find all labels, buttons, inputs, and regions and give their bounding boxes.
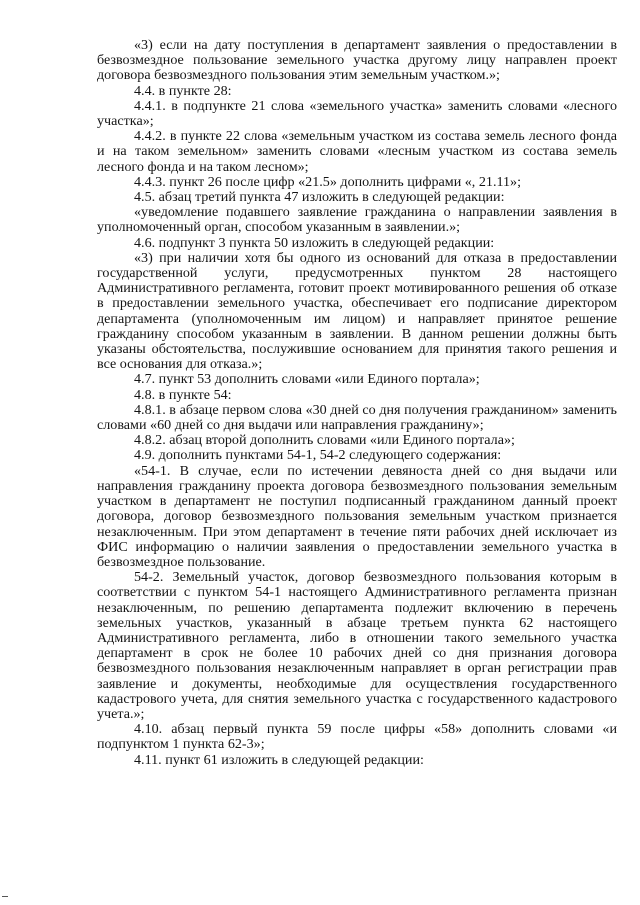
paragraph-notification-quote: «уведомление подавшего заявление гражданина о направлении заявления в уполномоченный орган, способом указанным в заявлении.»; (97, 204, 617, 236)
paragraph-refusal-quote: «3) при наличии хотя бы одного из оснований для отказа в предоставлении государственной услуги, предусмотренных пунктом 28 настоящего Административного регламента, готовит проект мотивированного решения об отказе в предоставлении земельного участка, обеспечивает его подписание директором департамента (уполномоченным им лицом) и направляет принятое решение гражданину способом указанным в заявлении. В данном решении должны быть указаны обстоятельства, послужившие основанием для принятия такого решения и все основания для отказа.»; (97, 249, 617, 373)
paragraph-4-4-3: 4.4.3. пункт 26 после цифр «21.5» дополнить цифрами «, 21.11»; (134, 173, 521, 190)
paragraph-4-8: 4.8. в пункте 54: (134, 386, 232, 403)
paragraph-54-2: 54-2. Земельный участок, договор безвозмездного пользования которым в соответствии с пунктом 54-1 настоящего Административного регламента признан незаключенным, по решению департамента подлежит включению в перечень земельных участков, указанный в абзаце третьем пункта 62 настоящего Административного регламента, либо в отношении такого земельного участка департамент в срок не более 10 рабочих дней со дня признания договора безвозмездного пользования незаключенным направляет в орган регистрации прав заявление и документы, необходимые для осуществления государственного кадастрового учета, для снятия земельного участка с государственного кадастрового учета.»; (97, 569, 617, 722)
paragraph-4-4-2: 4.4.2. в пункте 22 слова «земельным участком из состава земель лесного фонда и на таком земельном» заменить словами «лесным участком из состава земель лесного фонда и на таком лесном»; (97, 128, 617, 175)
paragraph-4-9: 4.9. дополнить пунктами 54-1, 54-2 следующего содержания: (134, 447, 502, 464)
paragraph-4-10: 4.10. абзац первый пункта 59 после цифры «58» дополнить словами «и подпунктом 1 пункта 62-3»; (97, 721, 617, 753)
paragraph-4-5: 4.5. абзац третий пункта 47 изложить в следующей редакции: (134, 189, 505, 206)
paragraph-4-8-1: 4.8.1. в абзаце первом слова «30 дней со дня получения гражданином» заменить словами «60 дней со дня выдачи или направления гражданину»; (97, 401, 617, 434)
paragraph-4-4: 4.4. в пункте 28: (134, 82, 232, 99)
paragraph-54-1: «54-1. В случае, если по истечении девяноста дней со дня выдачи или направления гражданину проекта договора безвозмездного пользования земельным участком в департамент не поступил подписанный гражданином данный проект договора, договор безвозмездного пользования земельным участком признается незаключенным. При этом департамент в течение пяти рабочих дней исключает из ФИС информацию о наличии заявления о предоставлении земельного участка в безвозмездное пользование. (97, 462, 617, 570)
paragraph-quote-3: «3) если на дату поступления в департамент заявления о предоставлении в безвозмездное пользование земельного участка другому лицу направлен проект договора безвозмездного пользования этим земельным участком.»; (97, 37, 617, 84)
document-body (97, 38, 617, 768)
scan-artifact-mark (2, 896, 8, 897)
paragraph-4-11: 4.11. пункт 61 изложить в следующей редакции: (134, 751, 424, 768)
paragraph-4-8-2: 4.8.2. абзац второй дополнить словами «или Единого портала»; (134, 432, 515, 449)
paragraph-4-6: 4.6. подпункт 3 пункта 50 изложить в следующей редакции: (134, 234, 495, 251)
paragraph-4-7: 4.7. пункт 53 дополнить словами «или Единого портала»; (134, 371, 480, 388)
paragraph-4-4-1: 4.4.1. в подпункте 21 слова «земельного участка» заменить словами «лесного участка»; (97, 97, 617, 130)
